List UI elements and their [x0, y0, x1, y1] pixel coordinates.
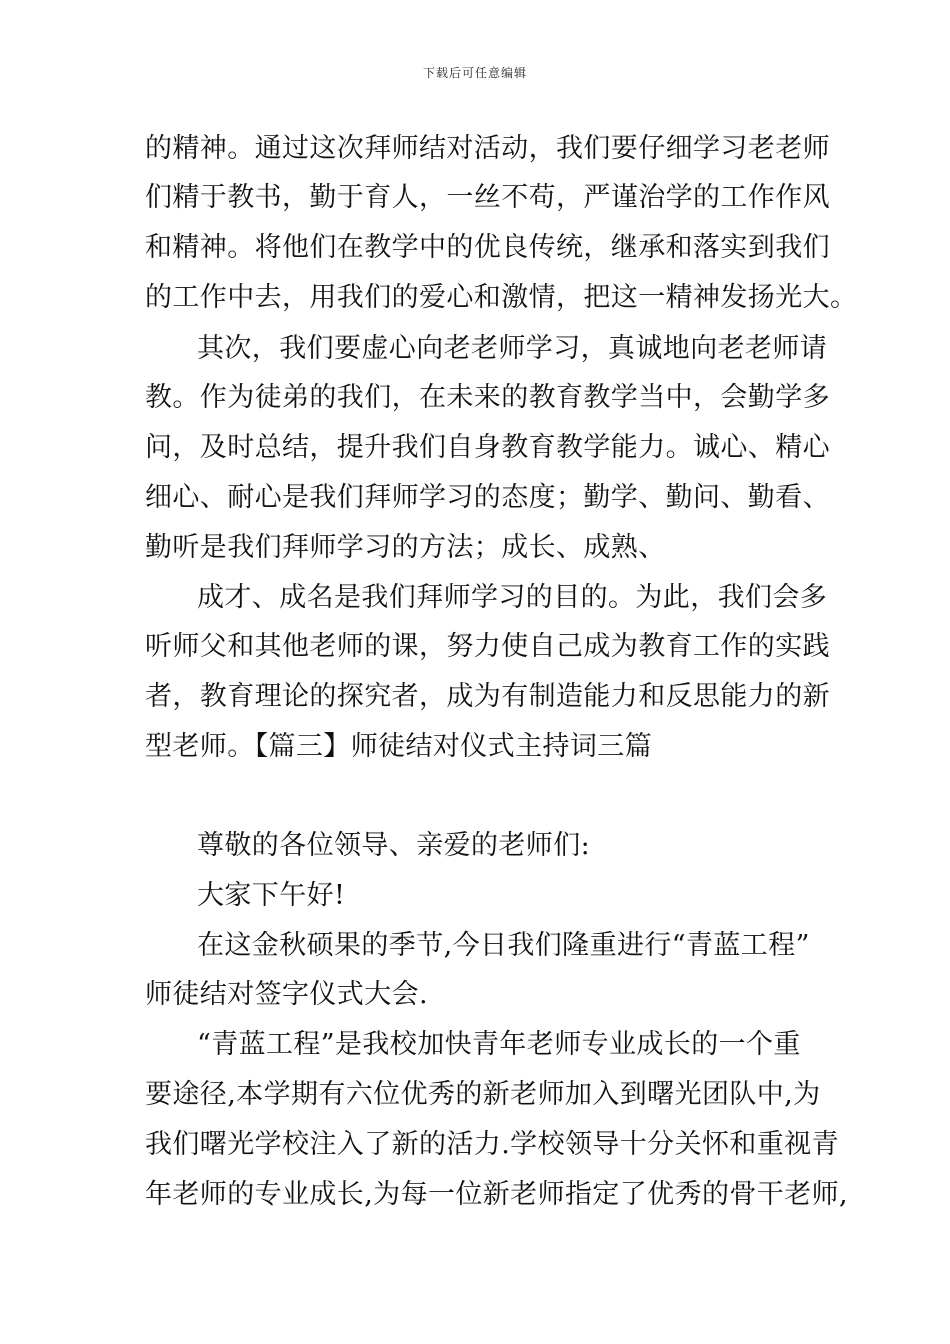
- section-heading-line: 型老师。【篇三】师徒结对仪式主持词三篇: [145, 731, 653, 762]
- text-line: 们精于教书，勤于育人，一丝不苟，严谨治学的工作作风: [145, 182, 830, 213]
- text-line: 问，及时总结，提升我们自身教育教学能力。诚心、精心: [145, 432, 830, 463]
- download-note-header: 下载后可任意编辑: [422, 66, 527, 80]
- text-line: 年老师的专业成长,为每一位新老师指定了优秀的骨干老师,: [145, 1179, 848, 1210]
- text-line: 我们曙光学校注入了新的活力.学校领导十分关怀和重视青: [145, 1129, 839, 1160]
- text-line: 听师父和其他老师的课，努力使自己成为教育工作的实践: [145, 631, 830, 662]
- text-line: 要途径,本学期有六位优秀的新老师加入到曙光团队中,为: [145, 1079, 821, 1110]
- paragraph-start-line: 成才、成名是我们拜师学习的目的。为此，我们会多: [197, 582, 828, 613]
- greeting-line: 尊敬的各位领导、亲爱的老师们:: [197, 830, 591, 861]
- text-line: 和精神。将他们在教学中的优良传统，继承和落实到我们: [145, 232, 830, 263]
- paragraph-start-line: 其次，我们要虚心向老老师学习，真诚地向老老师请: [197, 333, 828, 364]
- text-line: 细心、耐心是我们拜师学习的态度；勤学、勤问、勤看、: [145, 482, 830, 513]
- greeting-line: 大家下午好!: [197, 880, 346, 911]
- text-line: 师徒结对签字仪式大会.: [145, 979, 428, 1010]
- text-line: 教。作为徒弟的我们，在未来的教育教学当中，会勤学多: [145, 382, 830, 413]
- text-line: 的精神。通过这次拜师结对活动，我们要仔细学习老老师: [145, 133, 830, 164]
- text-line: 者，教育理论的探究者，成为有制造能力和反思能力的新: [145, 681, 830, 712]
- text-line: 勤听是我们拜师学习的方法；成长、成熟、: [145, 532, 666, 563]
- paragraph-start-line: “青蓝工程”是我校加快青年老师专业成长的一个重: [197, 1029, 801, 1060]
- text-line: 的工作中去，用我们的爱心和激情，把这一精神发扬光大。: [145, 282, 858, 313]
- paragraph-start-line: 在这金秋硕果的季节,今日我们隆重进行“青蓝工程”: [197, 930, 810, 961]
